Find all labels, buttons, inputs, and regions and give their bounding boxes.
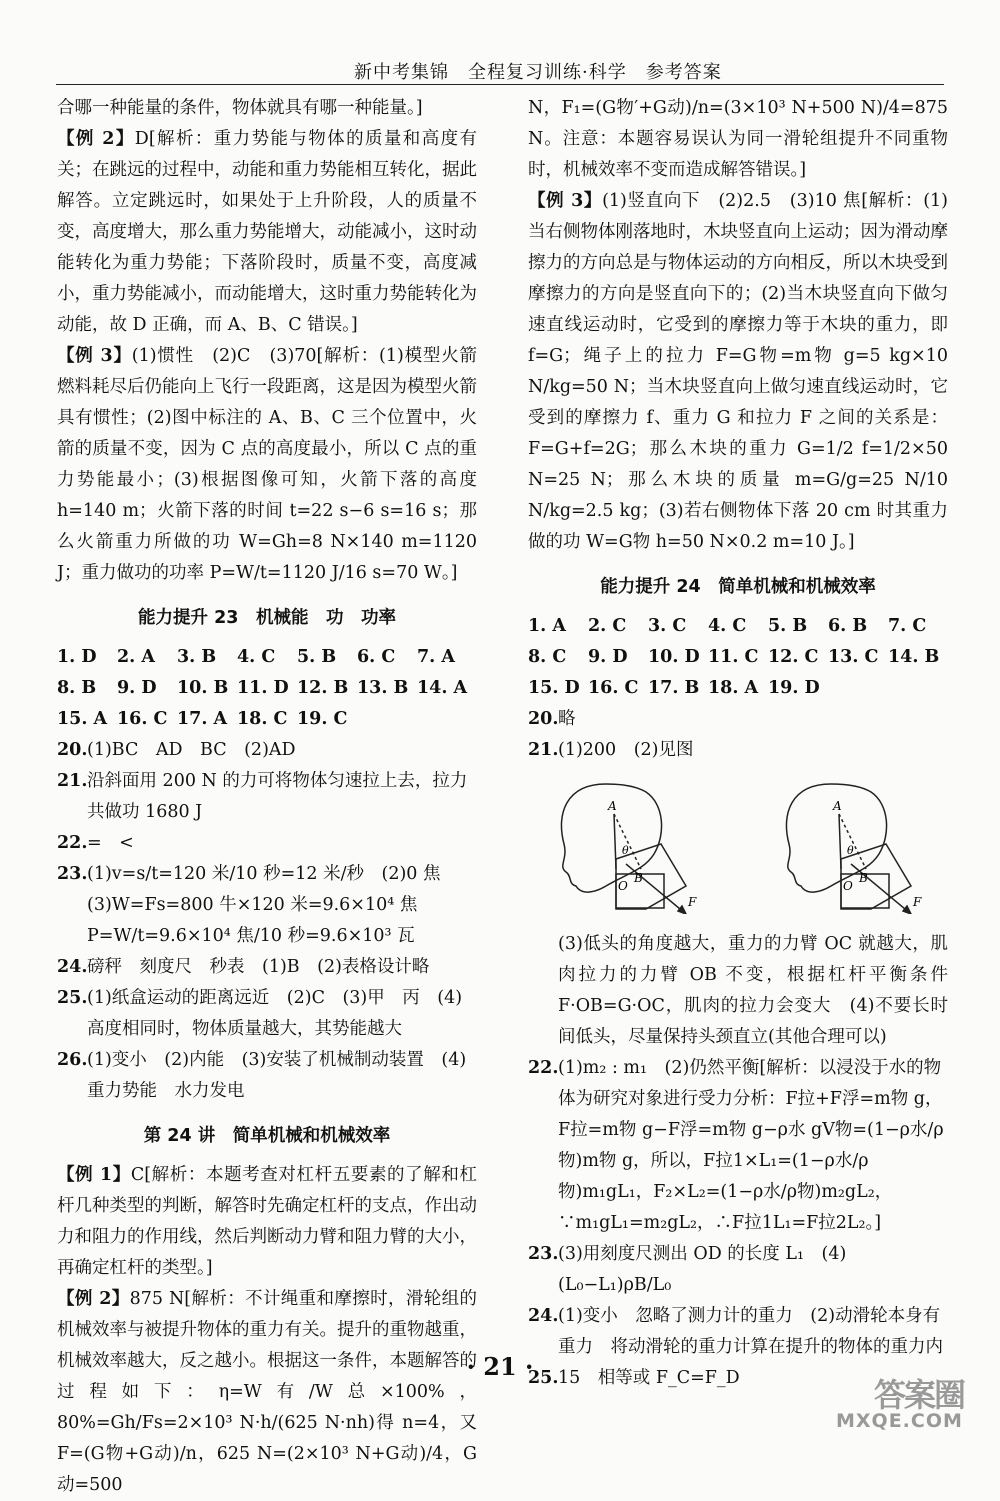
label-f: F <box>913 895 922 909</box>
mc-answer: 12. B <box>297 678 349 698</box>
mc-answers-24 <box>528 611 948 704</box>
item-text: 略 <box>558 709 576 729</box>
mc-answer: 18. C <box>237 709 288 729</box>
item-number: 20. <box>57 740 88 760</box>
item-number: 22. <box>528 1058 559 1078</box>
answer-item <box>528 704 948 735</box>
item-text: 磅秤 刻度尺 秒表 (1)B (2)表格设计略 <box>87 957 430 977</box>
item-text: (1)v=s/t=120 米/10 秒=12 米/秒 (2)0 焦 (3)W=Fs=800 牛×120 米=9.6×10⁴ 焦 P=W/t=9.6×10⁴ 焦/10 秒=9.6×10³ 瓦 <box>87 864 458 946</box>
answer-item <box>57 983 477 1045</box>
item-text: (1)纸盒运动的距离远近 (2)C (3)甲 丙 (4)高度相同时，物体质量越大，其势能越大 <box>87 988 463 1039</box>
mc-answer: 5. B <box>768 616 808 636</box>
lecture-title-24: 第 24 讲 简单机械和机械效率 <box>143 1126 391 1146</box>
item-text: (1)BC AD BC (2)AD <box>87 740 296 760</box>
mc-answer: 9. D <box>588 647 628 667</box>
answer-item <box>528 735 948 766</box>
item-text: (1)200 (2)见图 <box>558 740 694 760</box>
item-number: 23. <box>57 864 88 884</box>
label-theta: θ <box>622 844 629 857</box>
example-text: (1)惯性 (2)C (3)70[解析：(1)模型火箭燃料耗尽后仍能向上飞行一段距离，这是因为模型火箭具有惯性；(2)图中标注的 A、B、C 三个位置中，火箭的质量不变，因为 C 点的高度最小，所以 C 点的重力势能最小；(3)根据图像可知，火箭下落的高度 h=140 m；火箭下落的时间 t=22 s−6 s=16 s；那么火箭重力所做的功 W=Gh=8 N×140 m=1120 J；重力做功的功率 P=W/t=1120 J/16 s=70 W。] <box>57 346 477 583</box>
item-number: 22. <box>57 833 88 853</box>
example-text: C[解析：本题考查对杠杆五要素的了解和杠杆几种类型的判断，解答时先确定杠杆的支点，作出动力和阻力的作用线，然后判断动力臂和阻力臂的大小，再确定杠杆的类型。] <box>57 1165 477 1278</box>
example-text: (1)竖直向下 (2)2.5 (3)10 焦[解析：(1)当右侧物体刚落地时，木块竖直向上运动；因为滑动摩擦力的方向总是与物体运动的方向相反，所以木块受到摩擦力的方向是竖直向下的；(2)当木块竖直向下做匀速直线运动时，它受到的摩擦力等于木块的重力，即 f=G；绳子上的拉力 F=G物=m物 g=5 kg×10 N/kg=50 N；当木块竖直向上做匀速直线运动时，它受到的摩擦力 f、重力 G 和拉力 F 之间的关系是：F=G+f=2G；那么木块的重力 G=1/2 f=1/2×50 N=25 N；那么木块的质量 m=G/g=25 N/10 N/kg=2.5 kg；(3)若右侧物体下落 20 cm 时其重力做的功 W=G物 h=50 N×0.2 m=10 J。] <box>528 191 948 552</box>
answer-item <box>57 766 477 828</box>
mc-answer: 3. B <box>177 647 217 667</box>
mc-answer: 17. B <box>648 678 700 698</box>
mc-answer: 9. D <box>117 678 157 698</box>
label-theta: θ <box>847 844 854 857</box>
mc-answer: 15. A <box>57 709 108 729</box>
header-text: 新中考集锦 全程复习训练·科学 参考答案 <box>354 62 722 83</box>
mc-answer: 12. C <box>768 647 819 667</box>
page-number: · 21 · <box>466 1352 534 1381</box>
mc-answer: 14. A <box>417 678 468 698</box>
continued-text: 合哪一种能量的条件，物体就具有哪一种能量。] <box>57 98 423 118</box>
answer-item <box>528 1053 948 1239</box>
item-text: = < <box>87 833 134 853</box>
example-label: 【例 1】 <box>57 1165 131 1185</box>
l24-example-2 <box>57 1284 477 1501</box>
item-number: 25. <box>57 988 88 1008</box>
mc-answer: 5. B <box>297 647 337 667</box>
answer-item <box>528 1239 948 1301</box>
label-b: B <box>634 871 643 885</box>
mc-answer: 4. C <box>237 647 276 667</box>
example-text: D[解析：重力势能与物体的质量和高度有关；在跳远的过程中，动能和重力势能相互转化，据此解答。立定跳远时，如果处于上升阶段，人的质量不变，高度增大，那么重力势能增大，动能减小，这时动能转化为重力势能；下落阶段时，质量不变，高度减小，重力势能减小，而动能增大，这时重力势能转化为动能，故 D 正确，而 A、B、C 错误。] <box>57 129 477 335</box>
mc-answer: 11. D <box>237 678 289 698</box>
mc-answer: 1. D <box>57 647 97 667</box>
example-label: 【例 2】 <box>57 1289 130 1309</box>
example-label: 【例 3】 <box>57 346 132 366</box>
mc-answer: 10. B <box>177 678 229 698</box>
example-text: 875 N[解析：不计绳重和摩擦时，滑轮组的机械效率与被提升物体的重力有关。提升的重物越重，机械效率越大，反之越小。根据这一条件，本题解答的过程如下：η=W有/W总×100%，80%=Gh/Fs=2×10³ N·h/(625 N·nh)得 n=4，又 F=(G物+G动)/n，625 N=(2×10³ N+G动)/4，G动=500 <box>57 1289 477 1495</box>
mc-answer: 8. B <box>57 678 97 698</box>
mc-answer: 8. C <box>528 647 567 667</box>
section-title-23: 能力提升 23 机械能 功 功率 <box>138 608 396 628</box>
mc-answer: 14. B <box>888 647 940 667</box>
mc-answer: 16. C <box>117 709 168 729</box>
answer-item <box>57 828 477 859</box>
mc-answer: 7. A <box>417 647 455 667</box>
example-label: 【例 3】 <box>528 191 603 211</box>
watermark-top: 答案圈 <box>874 1376 965 1414</box>
mc-answer: 3. C <box>648 616 687 636</box>
example-label: 【例 2】 <box>57 129 135 149</box>
example-3-right <box>528 186 948 558</box>
item-text: 沿斜面用 200 N 的力可将物体匀速拉上去，拉力共做功 1680 J <box>87 771 468 822</box>
answer-item <box>57 859 477 952</box>
label-o: O <box>618 879 628 893</box>
watermark-logo <box>836 1370 976 1436</box>
mc-answer: 4. C <box>708 616 747 636</box>
section-title-24: 能力提升 24 简单机械和机械效率 <box>600 577 876 597</box>
mc-answer: 1. A <box>528 616 566 636</box>
mc-answer: 7. C <box>888 616 927 636</box>
answers-24 <box>528 1053 948 1394</box>
mc-answer: 18. A <box>708 678 759 698</box>
item-number: 24. <box>528 1306 559 1326</box>
item-number: 26. <box>57 1050 88 1070</box>
example-2 <box>57 124 477 341</box>
item-number: 21. <box>57 771 88 791</box>
label-a: A <box>833 799 842 813</box>
item-text: (3)用刻度尺测出 OD 的长度 L₁ (4)(L₀−L₁)ρB/L₀ <box>558 1244 847 1295</box>
item-number: 23. <box>528 1244 559 1264</box>
item-text: 15 相等或 F_C=F_D <box>558 1368 740 1388</box>
mc-answer: 13. C <box>828 647 879 667</box>
item-number: 21. <box>528 740 559 760</box>
mc-answers-23 <box>57 642 477 735</box>
answer-21-cont: (3)低头的角度越大，重力的力臂 OC 就越大，肌肉拉力的力臂 OB 不变，根据杠杆平衡条件 F·OB=G·OC，肌肉的拉力会变大 (4)不要长时间低头，尽量保持头颈直立(其他合理可以) <box>558 934 948 1047</box>
item-text: (1)变小 忽略了测力计的重力 (2)动滑轮本身有重力 将动滑轮的重力计算在提升的物体的重力内 <box>558 1306 943 1357</box>
head-lever-figure <box>546 774 946 914</box>
mc-answer: 16. C <box>588 678 639 698</box>
item-number: 24. <box>57 957 88 977</box>
mc-answer: 13. B <box>357 678 409 698</box>
continued-text: N，F₁=(G物′+G动)/n=(3×10³ N+500 N)/4=875 N。注意：本题容易误认为同一滑轮组提升不同重物时，机械效率不变而造成解答错误。] <box>528 98 948 180</box>
running-header <box>56 54 944 85</box>
right-column <box>528 93 948 1394</box>
mc-answer: 10. D <box>648 647 700 667</box>
label-b: B <box>859 871 868 885</box>
left-column <box>57 93 477 1501</box>
item-number: 20. <box>528 709 559 729</box>
answers-23 <box>57 735 477 1107</box>
label-a: A <box>608 799 617 813</box>
mc-answer: 19. C <box>297 709 348 729</box>
item-text: (1)变小 (2)内能 (3)安装了机械制动装置 (4)重力势能 水力发电 <box>87 1050 467 1101</box>
watermark-bottom: MXQE.COM <box>836 1410 963 1432</box>
label-o: O <box>843 879 853 893</box>
item-text: (1)m₂ : m₁ (2)仍然平衡[解析：以浸没于水的物体为研究对象进行受力分析：F拉+F浮=m物 g，F拉=m物 g−F浮=m物 g−ρ水 gV物=(1−ρ水/ρ物)m物 g，所以，F拉1×L₁=(1−ρ水/ρ物)m₁gL₁，F₂×L₂=(1−ρ水/ρ物)m₂gL₂，∵m₁gL₁=m₂gL₂，∴F拉1L₁=F拉2L₂。] <box>558 1058 944 1233</box>
mc-answer: 2. A <box>117 647 155 667</box>
label-f: F <box>688 895 697 909</box>
mc-answer: 19. D <box>768 678 820 698</box>
mc-answer: 6. C <box>357 647 396 667</box>
example-3 <box>57 341 477 589</box>
l24-example-1 <box>57 1160 477 1284</box>
item-number: 25. <box>528 1368 559 1388</box>
mc-answer: 11. C <box>708 647 759 667</box>
mc-answer: 15. D <box>528 678 580 698</box>
mc-answer: 2. C <box>588 616 627 636</box>
answer-item <box>57 1045 477 1107</box>
mc-answer: 6. B <box>828 616 868 636</box>
answer-item <box>57 952 477 983</box>
answer-item <box>57 735 477 766</box>
mc-answer: 17. A <box>177 709 228 729</box>
